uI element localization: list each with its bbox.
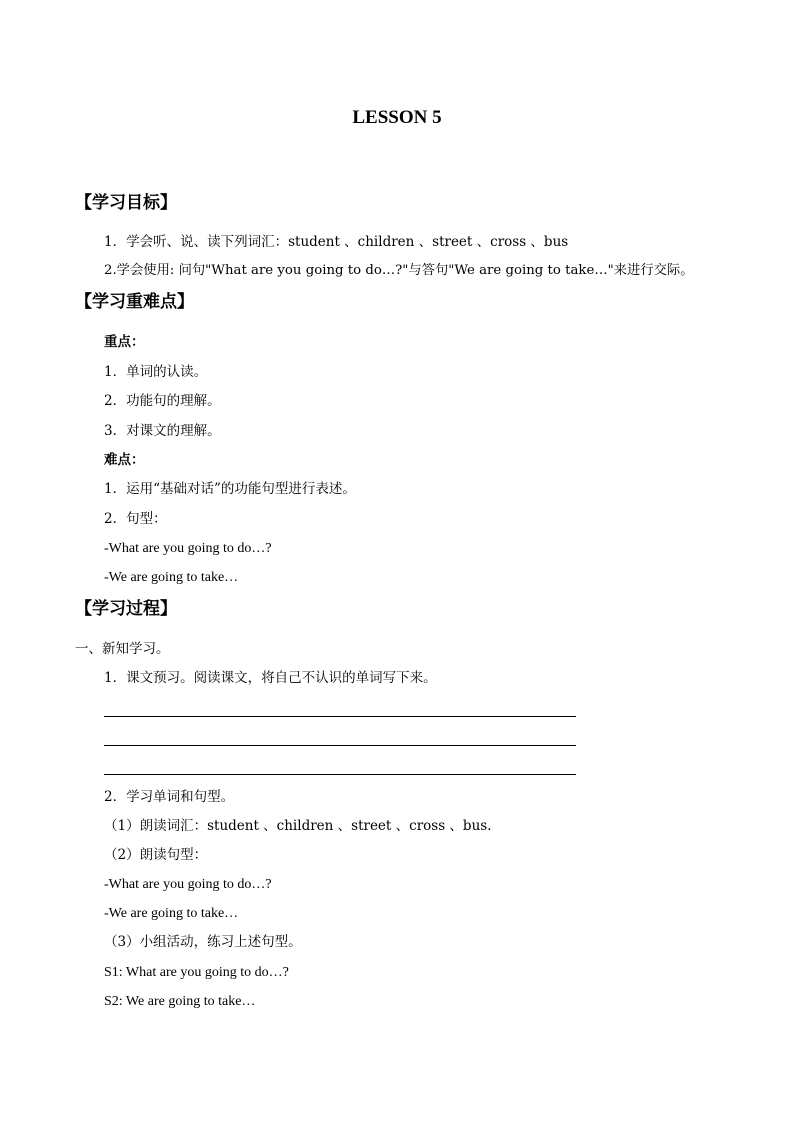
focus-sentence-1: -What are you going to do…? — [104, 541, 272, 556]
process-sentence-1: -What are you going to do…? — [104, 877, 272, 892]
answer-line-2 — [104, 745, 576, 746]
section-heading-process: 【学习过程】 — [75, 599, 177, 619]
answer-line-1 — [104, 716, 576, 717]
answer-line-3 — [104, 774, 576, 775]
page-title: LESSON 5 — [352, 107, 442, 128]
goal-item-2: 2.学会使用: 问句"What are you going to do…?"与答句"We are going to take…"来进行交际。 — [104, 263, 694, 278]
difficult-point-1: 1．运用“基础对话”的功能句型进行表述。 — [104, 481, 356, 497]
process-sentence-2: -We are going to take… — [104, 906, 239, 921]
focus-sentence-2: -We are going to take… — [104, 570, 239, 585]
goal-item-1: 1．学会听、说、读下列词汇：student 、children 、street 、cross 、bus — [104, 234, 569, 250]
key-point-2: 2．功能句的理解。 — [104, 393, 221, 409]
key-point-3: 3．对课文的理解。 — [104, 423, 221, 439]
key-point-1: 1．单词的认读。 — [104, 364, 208, 380]
section-heading-focus: 【学习重难点】 — [75, 292, 194, 312]
difficult-points-label: 难点： — [104, 452, 145, 468]
key-points-label: 重点： — [104, 334, 145, 350]
section-heading-goals: 【学习目标】 — [75, 193, 177, 213]
process-sub-2: （2）朗读句型： — [104, 847, 208, 863]
process-sub-3: （3）小组活动，练习上述句型。 — [104, 934, 302, 950]
process-step-2: 2．学习单词和句型。 — [104, 789, 235, 805]
process-sub-1: （1）朗读词汇：student 、children 、street 、cross 、bus. — [104, 818, 492, 834]
dialogue-line-2: S2: We are going to take… — [104, 994, 256, 1009]
difficult-point-2: 2．句型： — [104, 511, 167, 527]
dialogue-line-1: S1: What are you going to do…? — [104, 965, 289, 980]
process-step-1: 1．课文预习。阅读课文，将自己不认识的单词写下来。 — [104, 670, 437, 686]
process-part-1: 一、新知学习。 — [75, 641, 170, 657]
